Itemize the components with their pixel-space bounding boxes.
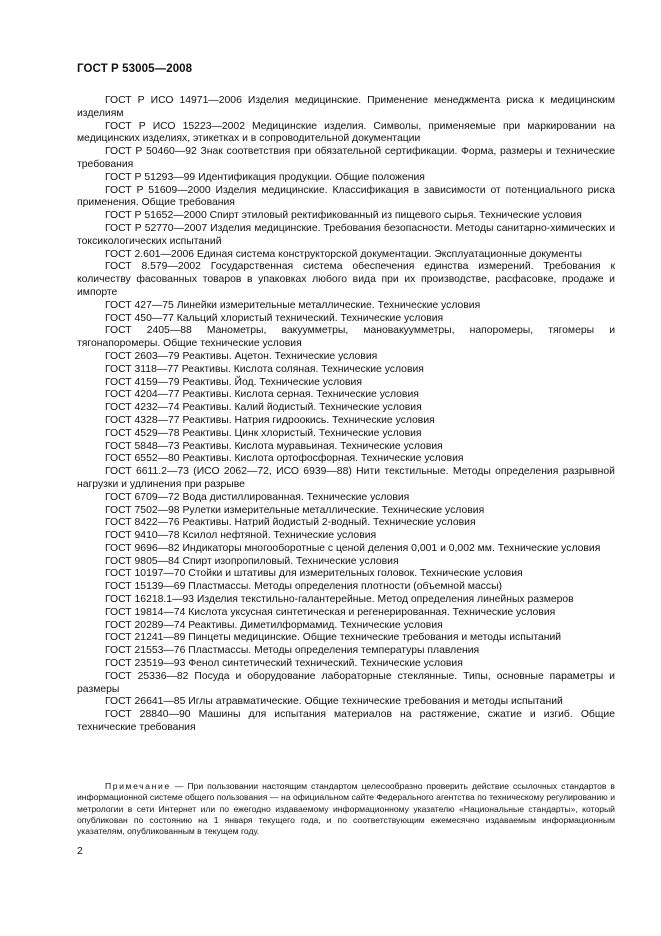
reference-item: ГОСТ 4529—78 Реактивы. Цинк хлористый. Технические условия [105,427,422,439]
reference-item: ГОСТ 2.601—2006 Единая система конструкторской документации. Эксплуатационные документы [105,248,583,260]
note-text: — При пользовании настоящим стандартом целесообразно проверить действие ссылочных стандартов в информационной системе общего пользования — на официальном сайте Федерального агентства по техническому регулированию и метрологии в сети Интернет или по ежегодно издаваемому информационному указателю «Национальные стандарты», который опубликован по состоянию на 1 января текущего года, и по соответствующим ежемесячно издаваемым информационным указателям, опубликованным в текущем году. [77,781,615,837]
reference-item: ГОСТ 16218.1—93 Изделия текстильно-галантерейные. Метод определения линейных размеров [105,594,574,606]
reference-item: ГОСТ 2603—79 Реактивы. Ацетон. Технические условия [105,350,378,362]
reference-item: ГОСТ 6611.2—73 (ИСО 2062—72, ИСО 6939—88) Нити текстильные. Методы определения разрывной нагрузки и удлинения при разрыве [77,466,615,490]
reference-item: ГОСТ 15139—69 Пластмассы. Методы определения плотности (объемной массы) [105,581,502,593]
reference-item: ГОСТ 9410—78 Ксилол нефтяной. Технические условия [105,530,377,542]
reference-item: ГОСТ 3118—77 Реактивы. Кислота соляная. Технические условия [105,363,424,375]
reference-item: ГОСТ Р ИСО 15223—2002 Медицинские изделия. Символы, применяемые при маркировании на медицинских изделиях, этикетках и в сопроводительной документации [77,120,615,145]
page-number: 2 [77,846,83,857]
reference-item: ГОСТ Р 52770—2007 Изделия медицинские. Требования безопасности. Методы санитарно-химических и токсикологических испытаний [77,222,615,247]
reference-item: ГОСТ 6552—80 Реактивы. Кислота ортофосфорная. Технические условия [105,453,464,465]
reference-item: ГОСТ 450—77 Кальций хлористый технический. Технические условия [105,312,444,324]
reference-item: ГОСТ Р 51293—99 Идентификация продукции. Общие положения [105,171,425,183]
document-header-title: ГОСТ Р 53005—2008 [77,63,193,75]
reference-item: ГОСТ 9696—82 Индикаторы многооборотные с ценой деления 0,001 и 0,002 мм. Технические условия [105,542,601,554]
reference-item: ГОСТ 7502—98 Рулетки измерительные металлические. Технические условия [105,504,485,516]
reference-item: ГОСТ 4328—77 Реактивы. Натрия гидроокись. Технические условия [105,414,435,426]
reference-item: ГОСТ 9805—84 Спирт изопропиловый. Технические условия [105,555,399,567]
reference-item: ГОСТ 5848—73 Реактивы. Кислота муравьиная. Технические условия [105,440,443,452]
reference-item: ГОСТ 21241—89 Пинцеты медицинские. Общие технические требования и методы испытаний [105,632,562,644]
reference-item: ГОСТ 2405—88 Манометры, вакуумметры, мановакуумметры, напоромеры, тягомеры и тягонапоромеры. Общие технические условия [77,325,615,350]
reference-item: ГОСТ 28840—90 Машины для испытания материалов на растяжение, сжатие и изгиб. Общие технические требования [77,709,615,734]
normative-references-list [77,95,615,735]
reference-item: ГОСТ Р 51609—2000 Изделия медицинские. Классификация в зависимости от потенциального риска применения. Общие требования [77,184,615,209]
reference-item: ГОСТ Р ИСО 14971—2006 Изделия медицинские. Применение менеджмента риска к медицинским изделиям [77,95,615,119]
note-label: Примечание [105,781,171,791]
reference-item: ГОСТ 8422—76 Реактивы. Натрий йодистый 2-водный. Технические условия [105,517,476,529]
reference-item: ГОСТ 25336—82 Посуда и оборудование лабораторные стеклянные. Типы, основные параметры и размеры [77,670,615,695]
reference-item: ГОСТ 26641—85 Иглы атравматические. Общие технические требования и методы испытаний [105,696,563,708]
reference-item: ГОСТ 4232—74 Реактивы. Калий йодистый. Технические условия [105,402,422,414]
reference-item: ГОСТ Р 50460—92 Знак соответствия при обязательной сертификации. Форма, размеры и технические требования [77,146,615,170]
reference-item: ГОСТ 20289—74 Реактивы. Диметилформамид. Технические условия [105,619,443,631]
reference-item: ГОСТ 4204—77 Реактивы. Кислота серная. Технические условия [105,389,419,401]
reference-item: ГОСТ 21553—76 Пластмассы. Методы определения температуры плавления [105,645,480,657]
reference-item: ГОСТ Р 51652—2000 Спирт этиловый ректификованный из пищевого сырья. Технические условия [105,210,582,222]
reference-item: ГОСТ 4159—79 Реактивы. Йод. Технические условия [105,376,362,388]
reference-item: ГОСТ 8.579—2002 Государственная система обеспечения единства измерений. Требования к количеству фасованных товаров в упаковках любого вида при их производстве, расфасовке, продаже и импорте [77,261,615,298]
note-paragraph [77,781,615,837]
reference-item: ГОСТ 19814—74 Кислота уксусная синтетическая и регенерированная. Технические условия [105,606,556,618]
reference-item: ГОСТ 6709—72 Вода дистиллированная. Технические условия [105,491,410,503]
reference-item: ГОСТ 427—75 Линейки измерительные металлические. Технические условия [105,299,481,311]
reference-item: ГОСТ 10197—70 Стойки и штативы для измерительных головок. Технические условия [105,568,523,580]
reference-item: ГОСТ 23519—93 Фенол синтетический технический. Технические условия [105,658,463,670]
